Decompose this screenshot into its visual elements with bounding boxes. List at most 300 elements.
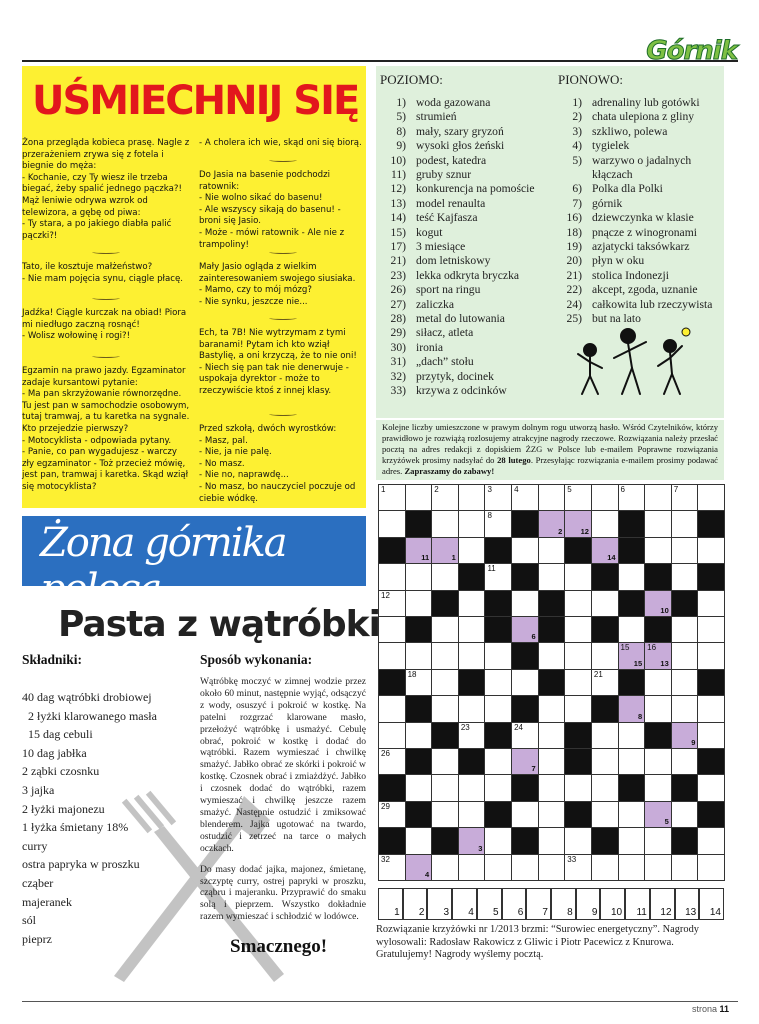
ingredient: 2 łyżki klarowanego masła	[28, 708, 157, 723]
clue-number: 29)	[390, 326, 406, 340]
grid-block	[644, 616, 672, 643]
grid-cell[interactable]	[378, 563, 406, 590]
grid-cell[interactable]	[511, 748, 539, 775]
answer-cell[interactable]	[452, 888, 477, 920]
grid-cell[interactable]	[405, 722, 433, 749]
grid-cell[interactable]	[538, 801, 566, 828]
grid-cell[interactable]	[405, 854, 433, 881]
grid-block	[458, 748, 486, 775]
answer-cell[interactable]	[526, 888, 551, 920]
clue-text: strumień	[416, 110, 457, 124]
grid-cell[interactable]	[538, 722, 566, 749]
grid-block	[697, 669, 725, 696]
cell-number: 15	[620, 643, 630, 653]
password-index: 10	[660, 605, 669, 615]
grid-cell[interactable]	[564, 484, 592, 511]
grid-cell[interactable]	[697, 484, 725, 511]
clue-text: azjatycki taksówkarz	[592, 240, 690, 253]
clue-number: 2)	[572, 110, 582, 124]
joke-separator	[269, 316, 297, 320]
clue-text: szkliwo, polewa	[592, 124, 668, 138]
grid-cell[interactable]	[538, 854, 566, 881]
cell-number: 7	[673, 485, 679, 494]
clue-number: 7)	[572, 196, 582, 210]
clue	[376, 312, 505, 326]
grid-block	[484, 722, 512, 749]
grid-block	[538, 616, 566, 643]
joke-line: - Ty stara, a po jakiego diabła palić pączki?!	[22, 219, 172, 241]
grid-cell[interactable]	[618, 642, 646, 669]
answer-cell[interactable]	[675, 888, 700, 920]
grid-block	[405, 510, 433, 537]
grid-cell[interactable]	[697, 537, 725, 564]
grid-cell[interactable]	[431, 484, 459, 511]
grid-cell[interactable]	[591, 590, 619, 617]
grid-cell[interactable]	[511, 801, 539, 828]
banner-title: Żona górnika poleca...	[40, 520, 286, 612]
answer-number: 2	[418, 907, 425, 918]
cell-number: 24	[514, 722, 523, 732]
top-rule	[22, 60, 738, 62]
clue-number: 9)	[396, 139, 406, 153]
clue-number: 30)	[390, 340, 406, 354]
grid-block	[484, 590, 512, 617]
grid-cell[interactable]	[618, 563, 646, 590]
joke-line: Żona przegląda kobieca prasę. Nagle z przerażeniem zrywa się z fotela i biegnie do męża:	[22, 138, 190, 172]
clue-number: 4)	[572, 139, 582, 153]
grid-block	[697, 510, 725, 537]
grid-cell[interactable]	[484, 695, 512, 722]
grid-cell[interactable]	[511, 616, 539, 643]
grid-cell[interactable]	[431, 695, 459, 722]
joke-line: - Może - mówi ratownik - Ale nie z trampoliny!	[199, 227, 345, 250]
grid-cell[interactable]	[618, 484, 646, 511]
cell-number: 1	[381, 485, 386, 494]
grid-cell[interactable]	[484, 748, 512, 775]
grid-block	[591, 827, 619, 854]
joke-line: - Nie mam pojęcia synu, ciągle płacę.	[22, 273, 183, 284]
password-index: 8	[637, 711, 643, 721]
clue-text: adrenaliny lub gotówki	[592, 96, 700, 109]
clue	[552, 168, 633, 182]
cell-number: 26	[381, 749, 390, 758]
grid-block	[591, 563, 619, 590]
grid-cell[interactable]	[671, 563, 699, 590]
grid-block	[618, 537, 646, 564]
grid-cell[interactable]	[644, 537, 672, 564]
grid-cell[interactable]	[564, 669, 592, 696]
grid-cell[interactable]	[511, 590, 539, 617]
grid-cell[interactable]	[405, 669, 433, 696]
grid-cell[interactable]	[591, 669, 619, 696]
grid-cell[interactable]	[484, 510, 512, 537]
grid-cell[interactable]	[671, 722, 699, 749]
grid-cell[interactable]	[484, 774, 512, 801]
clue-number: 15)	[390, 225, 406, 239]
grid-cell[interactable]	[697, 616, 725, 643]
clue	[552, 110, 694, 124]
crossword-grid	[378, 484, 724, 880]
grid-cell[interactable]	[591, 801, 619, 828]
answer-number: 7	[542, 907, 548, 918]
grid-cell[interactable]	[697, 722, 725, 749]
grid-cell[interactable]	[458, 722, 486, 749]
joke-line: Ech, ta 7B! Nie wytrzymam z tymi baranami! Pytam ich kto wziął Bastylię, a oni krzyczą, że to nie oni!	[199, 328, 357, 362]
clue	[552, 125, 667, 139]
answer-cell[interactable]	[650, 888, 675, 920]
clue-number: 27)	[390, 297, 406, 311]
grid-cell[interactable]	[378, 510, 406, 537]
answer-cell[interactable]	[403, 888, 428, 920]
grid-cell[interactable]	[378, 748, 406, 775]
joke-separator	[92, 296, 120, 300]
joke-line: - No masz, bo nauczyciel poczuje od ciebie wódkę.	[199, 481, 356, 504]
grid-cell[interactable]	[511, 537, 539, 564]
clue-number: 1)	[396, 96, 406, 109]
grid-cell[interactable]	[405, 642, 433, 669]
grid-cell[interactable]	[511, 722, 539, 749]
grid-cell[interactable]	[697, 854, 725, 881]
grid-cell[interactable]	[591, 510, 619, 537]
clue	[552, 269, 669, 283]
grid-cell[interactable]	[405, 537, 433, 564]
grid-cell[interactable]	[591, 722, 619, 749]
grid-cell[interactable]	[644, 774, 672, 801]
grid-cell[interactable]	[618, 695, 646, 722]
cell-number: 32	[381, 854, 390, 864]
clue-number: 13)	[390, 196, 406, 210]
grid-cell[interactable]	[618, 854, 646, 881]
grid-cell[interactable]	[644, 669, 672, 696]
joke	[22, 138, 190, 242]
grid-block	[511, 827, 539, 854]
grid-cell[interactable]	[458, 484, 486, 511]
cell-number: 3	[487, 485, 492, 494]
clue-text: woda gazowana	[416, 96, 491, 109]
clue-number: 28)	[390, 312, 406, 325]
ingredient: ostra papryka w proszku	[22, 857, 140, 872]
grid-cell[interactable]	[671, 642, 699, 669]
grid-cell[interactable]	[431, 642, 459, 669]
grid-cell[interactable]	[431, 774, 459, 801]
crossword-info	[376, 420, 724, 480]
joke-line: - Masz, pal.	[199, 435, 248, 446]
grid-cell[interactable]	[697, 827, 725, 854]
grid-cell[interactable]	[538, 537, 566, 564]
answer-cell[interactable]	[699, 888, 724, 920]
grid-cell[interactable]	[511, 854, 539, 881]
grid-cell[interactable]	[697, 590, 725, 617]
grid-cell[interactable]	[538, 484, 566, 511]
grid-cell[interactable]	[538, 563, 566, 590]
cell-number: 4	[514, 485, 519, 494]
clue	[376, 240, 465, 254]
grid-block	[458, 563, 486, 590]
grid-cell[interactable]	[511, 484, 539, 511]
clue-number: 21)	[390, 254, 406, 268]
cell-number: 6	[620, 485, 625, 494]
ingredient: 40 dag wątróbki drobiowej	[22, 690, 152, 704]
grid-cell[interactable]	[644, 695, 672, 722]
grid-cell[interactable]	[671, 484, 699, 511]
grid-cell[interactable]	[431, 510, 459, 537]
grid-block	[511, 695, 539, 722]
grid-cell[interactable]	[671, 748, 699, 775]
grid-cell[interactable]	[378, 616, 406, 643]
grid-cell[interactable]	[484, 642, 512, 669]
grid-cell[interactable]	[644, 748, 672, 775]
grid-cell[interactable]	[538, 774, 566, 801]
grid-cell[interactable]	[671, 854, 699, 881]
grid-cell[interactable]	[644, 854, 672, 881]
grid-cell[interactable]	[538, 695, 566, 722]
grid-block	[405, 748, 433, 775]
clue	[552, 96, 700, 110]
cell-number: 16	[647, 643, 657, 653]
answer-cell[interactable]	[551, 888, 576, 920]
joke-line: Przed szkołą, dwóch wyrostków:	[199, 424, 337, 434]
grid-cell[interactable]	[484, 484, 512, 511]
closing-text: Smacznego!	[230, 936, 328, 957]
grid-cell[interactable]	[405, 563, 433, 590]
clue-number: 33)	[390, 384, 406, 397]
grid-cell[interactable]	[458, 695, 486, 722]
grid-cell[interactable]	[378, 801, 406, 828]
joke-line: Do Jasia na basenie podchodzi ratownik:	[199, 170, 331, 192]
grid-cell[interactable]	[458, 774, 486, 801]
crossword-answer-row	[378, 888, 724, 920]
grid-cell[interactable]	[431, 801, 459, 828]
grid-cell[interactable]	[564, 616, 592, 643]
grid-cell[interactable]	[564, 590, 592, 617]
answer-number: 5	[492, 907, 499, 918]
ingredients-heading: Składniki:	[22, 652, 83, 667]
grid-block	[511, 563, 539, 590]
grid-cell[interactable]	[644, 827, 672, 854]
clue-text: akcept, zgoda, uznanie	[592, 283, 698, 297]
joke-line: - No masz.	[199, 458, 245, 469]
answer-cell[interactable]	[477, 888, 502, 920]
grid-cell[interactable]	[484, 854, 512, 881]
grid-cell[interactable]	[378, 590, 406, 617]
grid-cell[interactable]	[431, 616, 459, 643]
grid-cell[interactable]	[405, 774, 433, 801]
grid-cell[interactable]	[644, 484, 672, 511]
info-date: 28 lutego	[497, 455, 531, 465]
answer-cell[interactable]	[576, 888, 601, 920]
joke-line: - Mamo, czy to mój mózg?	[199, 285, 312, 296]
clue-number: 24)	[566, 297, 582, 311]
answer-cell[interactable]	[600, 888, 625, 920]
clue-text: zaliczka	[416, 297, 454, 311]
answer-cell[interactable]	[378, 888, 403, 920]
clue-number: 3)	[572, 124, 582, 138]
joke-line: - Kochanie, czy Ty wiesz ile trzeba biegać, żeby spalić jednego pączka?!	[22, 172, 182, 195]
grid-block	[591, 616, 619, 643]
clue-text: chata ulepiona z gliny	[592, 110, 695, 124]
page-num: 11	[719, 1004, 729, 1014]
joke-line: Tato, ile kosztuje małżeństwo?	[22, 262, 153, 272]
grid-cell[interactable]	[564, 695, 592, 722]
grid-block	[431, 590, 459, 617]
clue-number: 25)	[566, 312, 582, 325]
ingredient: 10 dag jabłka	[22, 745, 87, 760]
grid-cell[interactable]	[378, 642, 406, 669]
grid-cell[interactable]	[431, 854, 459, 881]
grid-cell[interactable]	[405, 827, 433, 854]
clue-text: metal do lutowania	[416, 312, 505, 325]
answer-cell[interactable]	[625, 888, 650, 920]
clue-text: całkowita lub rzeczywista	[592, 297, 713, 311]
grid-block	[378, 537, 406, 564]
grid-cell[interactable]	[697, 695, 725, 722]
password-index: 1	[451, 553, 456, 563]
grid-cell[interactable]	[511, 669, 539, 696]
joke	[199, 170, 365, 251]
grid-cell[interactable]	[671, 695, 699, 722]
grid-cell[interactable]	[431, 537, 459, 564]
grid-cell[interactable]	[538, 510, 566, 537]
clue-number: 11)	[390, 168, 406, 181]
grid-cell[interactable]	[618, 616, 646, 643]
grid-cell[interactable]	[538, 827, 566, 854]
answer-number: 4	[468, 907, 474, 918]
grid-cell[interactable]	[618, 722, 646, 749]
grid-cell[interactable]	[378, 722, 406, 749]
grid-cell[interactable]	[431, 748, 459, 775]
joke-line: Jadźka! Ciągle kurczak na obiad! Piora mi niedługo zaczną rosnąć!	[22, 308, 187, 330]
grid-cell[interactable]	[644, 801, 672, 828]
grid-block	[564, 722, 592, 749]
grid-block	[564, 748, 592, 775]
grid-cell[interactable]	[564, 854, 592, 881]
clue-text: model renaulta	[416, 196, 486, 210]
grid-cell[interactable]	[671, 669, 699, 696]
grid-cell[interactable]	[378, 484, 406, 511]
grid-block	[618, 774, 646, 801]
crossword-clues	[376, 66, 724, 418]
grid-cell[interactable]	[405, 590, 433, 617]
answer-cell[interactable]	[427, 888, 452, 920]
grid-cell[interactable]	[458, 642, 486, 669]
clue-text: dziewczynka w klasie	[592, 211, 694, 225]
grid-cell[interactable]	[431, 669, 459, 696]
grid-cell[interactable]	[591, 537, 619, 564]
grid-cell[interactable]	[538, 748, 566, 775]
ingredient: majeranek	[22, 894, 72, 909]
clue-number: 31)	[390, 355, 406, 369]
grid-block	[511, 774, 539, 801]
answer-number: 8	[567, 907, 573, 918]
grid-cell[interactable]	[697, 774, 725, 801]
clue-number: 6)	[572, 182, 582, 196]
clue	[552, 283, 698, 297]
grid-cell[interactable]	[671, 537, 699, 564]
grid-cell[interactable]	[484, 563, 512, 590]
grid-cell[interactable]	[378, 854, 406, 881]
grid-block	[671, 590, 699, 617]
grid-cell[interactable]	[458, 827, 486, 854]
grid-cell[interactable]	[618, 827, 646, 854]
grid-cell[interactable]	[591, 854, 619, 881]
grid-cell[interactable]	[484, 827, 512, 854]
clue-text: ironia	[416, 340, 444, 354]
clue-number: 10)	[390, 153, 406, 167]
grid-cell[interactable]	[644, 590, 672, 617]
clue-number: 12)	[390, 182, 406, 196]
grid-cell[interactable]	[458, 854, 486, 881]
grid-cell[interactable]	[538, 642, 566, 669]
grid-cell[interactable]	[458, 801, 486, 828]
grid-block	[405, 616, 433, 643]
joke-line: - A cholera ich wie, skąd oni się biorą.	[199, 138, 362, 148]
grid-cell[interactable]	[618, 801, 646, 828]
grid-cell[interactable]	[644, 642, 672, 669]
grid-cell[interactable]	[564, 563, 592, 590]
info-text: Kolejne liczby umieszczone w prawym dolnym rogu utworzą hasło. Wśród Czytelników, którzy prawidłowo je rozwiążą rozlosujemy atrakcyjne nagrody rzeczowe. Rozwiązania należy przesłać pocztą na adres redakcji z dopiskiem ŻZG w Polsce lub e-mailem Poprawne rozwiązania krzyżówek prosimy nadsyłać do	[382, 422, 718, 465]
grid-cell[interactable]	[564, 642, 592, 669]
grid-cell[interactable]	[458, 537, 486, 564]
joke-line: - Ma pan skrzyżowanie równorzędne. Tu jest pan w samochodzie osobowym, tutaj tramwaj, a tu karetka na sygnale. Kto przejedzie pierwszy?	[22, 389, 190, 434]
clue	[376, 355, 474, 369]
clue-text: gruby sznur	[416, 168, 472, 181]
grid-cell[interactable]	[458, 616, 486, 643]
grid-cell[interactable]	[591, 748, 619, 775]
grid-cell[interactable]	[671, 801, 699, 828]
grid-cell[interactable]	[458, 510, 486, 537]
grid-cell[interactable]	[671, 616, 699, 643]
clue-number: 1)	[572, 96, 582, 109]
grid-cell[interactable]	[564, 827, 592, 854]
grid-block	[378, 774, 406, 801]
grid-cell[interactable]	[564, 774, 592, 801]
answer-number: 9	[591, 907, 598, 918]
grid-cell[interactable]	[431, 563, 459, 590]
clue	[376, 370, 494, 384]
joke-line: - Wolisz wołowinę i rogi?!	[22, 331, 131, 342]
clue	[552, 211, 694, 225]
joke-separator	[92, 354, 120, 358]
cell-number: 29	[381, 801, 390, 811]
ingredient: pieprz	[22, 931, 52, 946]
clue	[376, 154, 486, 168]
grid-cell[interactable]	[591, 484, 619, 511]
grid-block	[405, 801, 433, 828]
clue	[376, 341, 443, 355]
grid-cell[interactable]	[697, 642, 725, 669]
joke-separator	[269, 250, 297, 254]
grid-cell[interactable]	[591, 642, 619, 669]
answer-cell[interactable]	[502, 888, 527, 920]
grid-cell[interactable]	[644, 510, 672, 537]
joke-line: Mąż leniwie odrywa wzrok od telewizora, a gębę od piwa:	[22, 195, 148, 218]
grid-cell[interactable]	[378, 695, 406, 722]
cell-number: 23	[460, 722, 470, 732]
joke-separator	[92, 250, 120, 254]
grid-cell[interactable]	[458, 590, 486, 617]
grid-cell[interactable]	[484, 669, 512, 696]
clue-text: tygielek	[592, 139, 630, 153]
page-number	[692, 1004, 729, 1014]
clue	[552, 240, 690, 254]
grid-cell[interactable]	[591, 774, 619, 801]
joke	[22, 366, 190, 494]
clue-text: warzywo o jadalnych	[592, 153, 692, 167]
grid-cell[interactable]	[564, 510, 592, 537]
grid-cell[interactable]	[618, 748, 646, 775]
grid-cell[interactable]	[405, 484, 433, 511]
grid-cell[interactable]	[671, 510, 699, 537]
